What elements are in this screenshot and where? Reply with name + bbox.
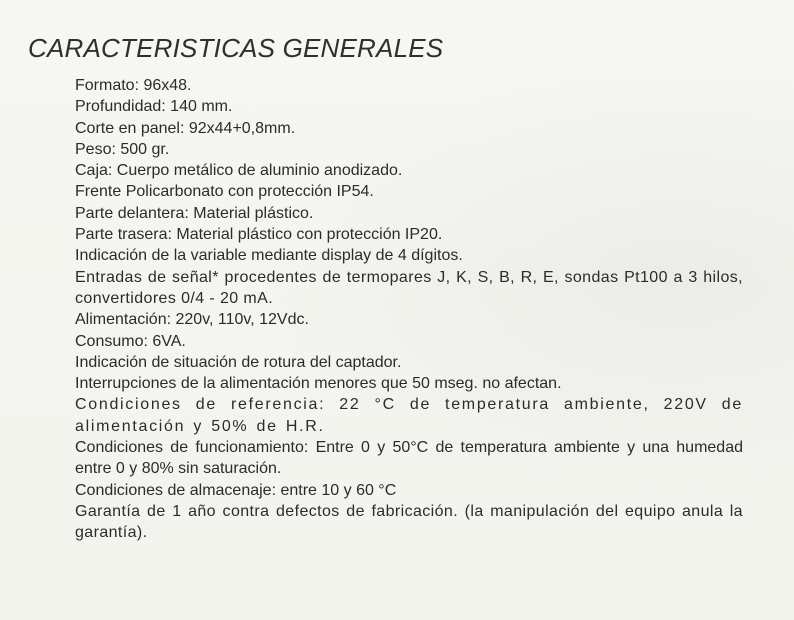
spec-item-warranty: Garantía de 1 año contra defectos de fabricación. (la manipulación del equipo anula la garantía). [75, 502, 743, 542]
spec-item-weight: Peso: 500 gr. [75, 140, 170, 158]
spec-item-signal-inputs: Entradas de señal* procedentes de termopares J, K, S, B, R, E, sondas Pt100 a 3 hilos, convertidores 0/4 - 20 mA. [75, 268, 743, 307]
spec-item-panel-cutout: Corte en panel: 92x44+0,8mm. [75, 119, 296, 137]
spec-item-depth: Profundidad: 140 mm. [75, 98, 233, 116]
spec-item-case: Caja: Cuerpo metálico de aluminio anodizado. [75, 162, 403, 180]
spec-item-sensor-break: Indicación de situación de rotura del captador. [75, 353, 402, 371]
spec-item-format: Formato: 96x48. [75, 77, 192, 94]
spec-item-front-part: Parte delantera: Material plástico. [75, 204, 314, 222]
spec-item-front: Frente Policarbonato con protección IP54. [75, 183, 374, 201]
spec-item-operating-conditions: Condiciones de funcionamiento: Entre 0 y 50°C de temperatura ambiente y una humedad entre 0 y 80% sin saturación. [75, 439, 743, 478]
specification-list [75, 75, 743, 544]
spec-item-power-interruptions: Interrupciones de la alimentación menores que 50 mseg. no afectan. [75, 375, 562, 393]
spec-item-display: Indicación de la variable mediante display de 4 dígitos. [75, 247, 463, 265]
spec-item-rear-part: Parte trasera: Material plástico con protección IP20. [75, 226, 443, 244]
spec-item-consumption: Consumo: 6VA. [75, 332, 186, 350]
spec-item-power-supply: Alimentación: 220v, 110v, 12Vdc. [75, 311, 309, 329]
spec-item-reference-conditions: Condiciones de referencia: 22 °C de temperatura ambiente, 220V de alimentación y 50% de H.R. [75, 396, 743, 435]
section-title: CARACTERISTICAS GENERALES [28, 33, 444, 63]
spec-item-storage-conditions: Condiciones de almacenaje: entre 10 y 60 °C [75, 481, 397, 499]
